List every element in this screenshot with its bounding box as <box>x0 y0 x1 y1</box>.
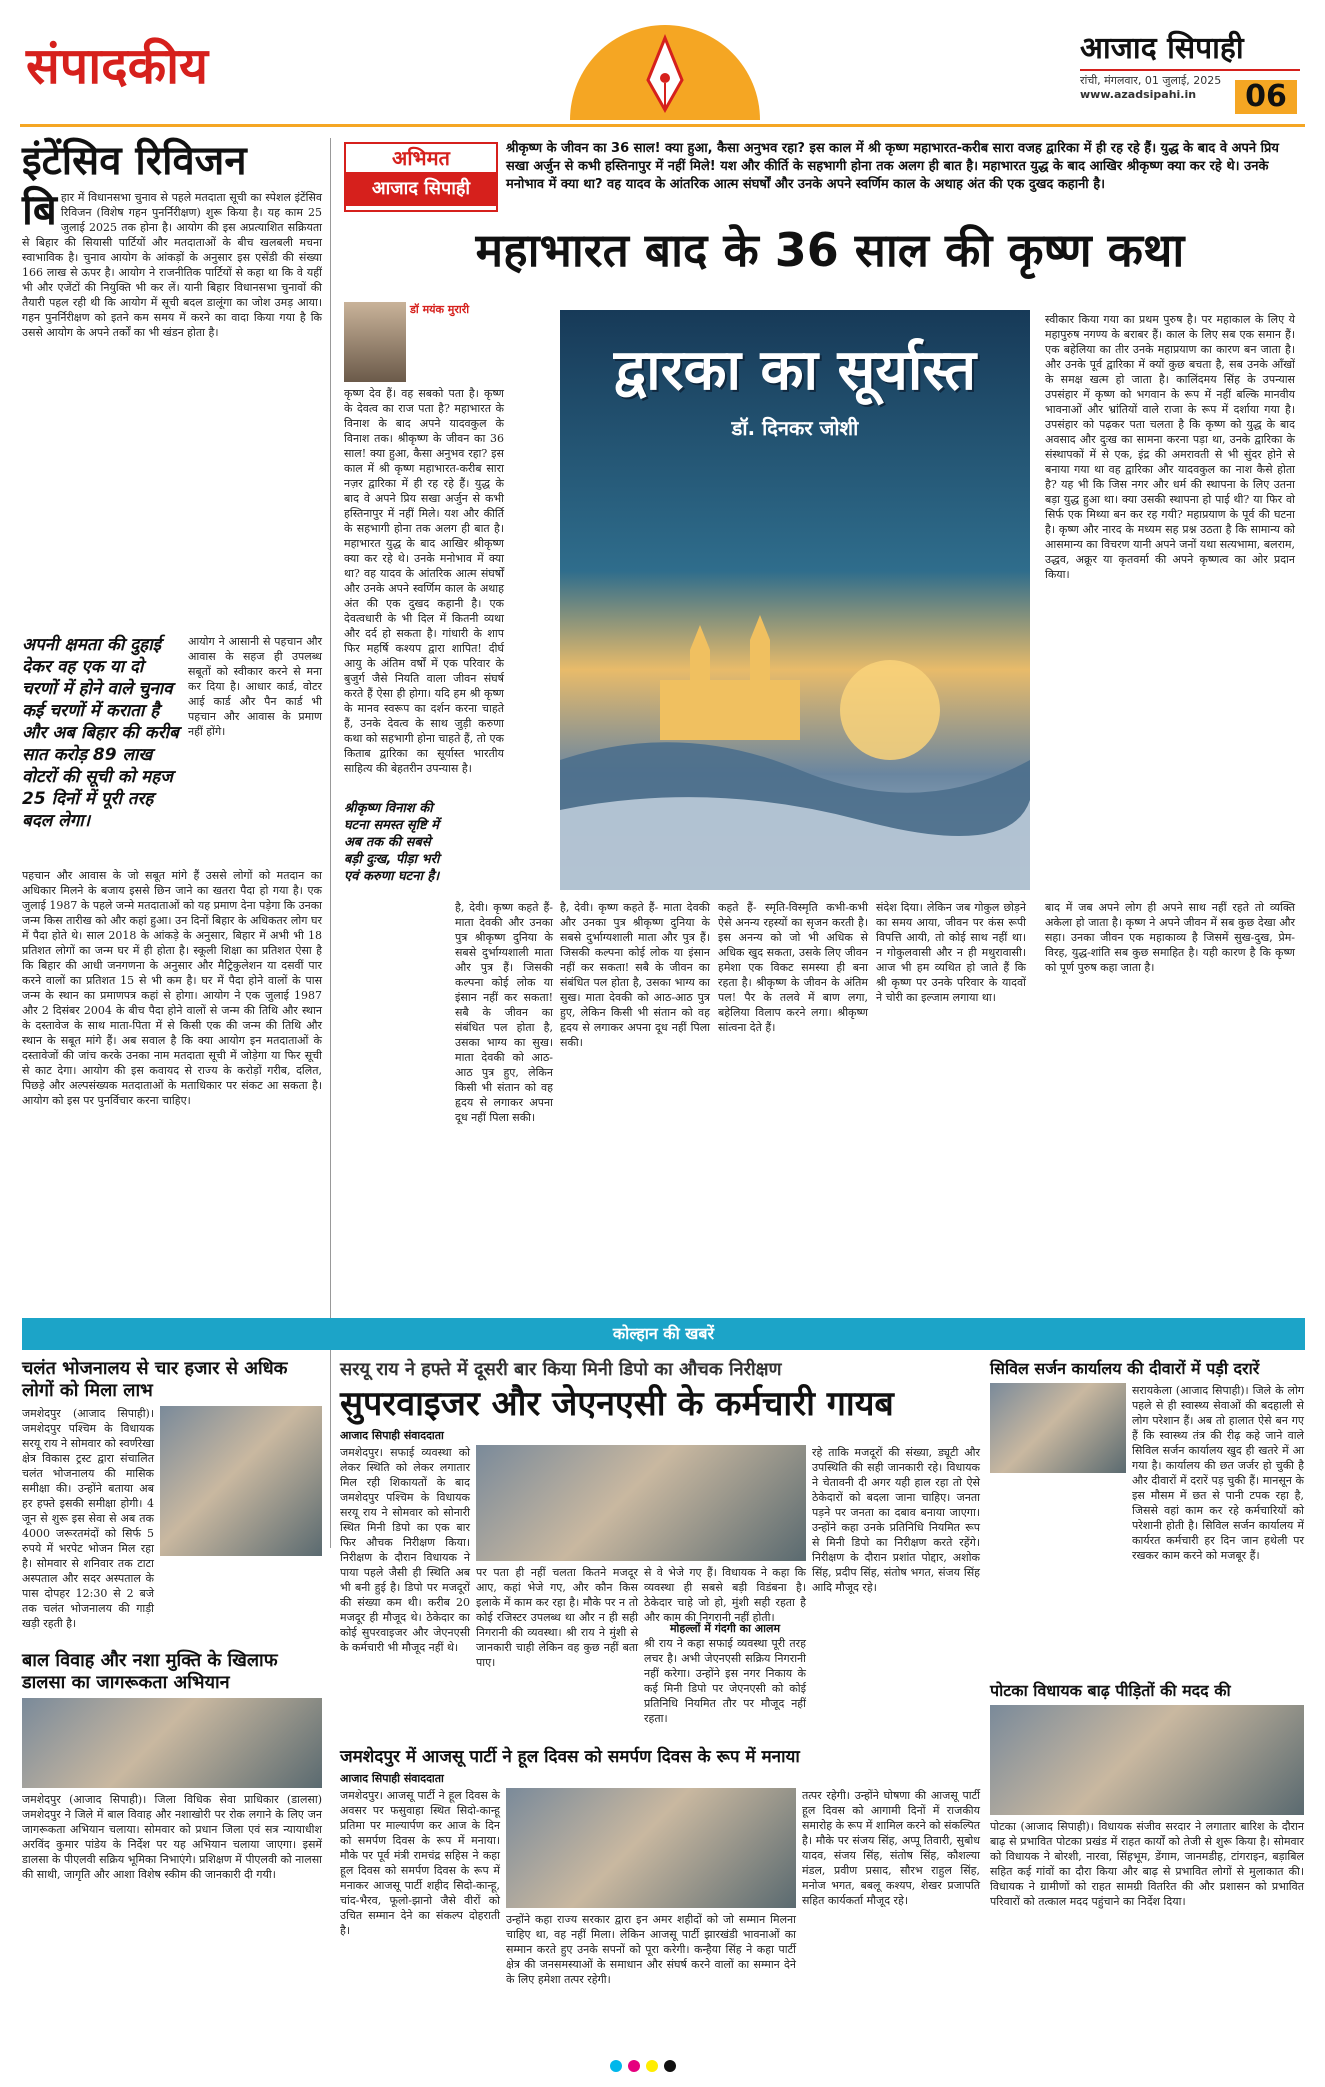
story3-col2: पर पता ही नहीं चलता कितने मजदूर आए, कहां भेजे गए, और कौन किस इलाके में काम कर रहा है। मौके पर न तो कोई रजिस्टर उपलब्ध था और न ही सही निगरानी की व्यवस्था। श्री राय ने मुंशी से जानकारी चाही लेकिन वह कुछ नहीं बता पाए। <box>476 1566 638 1669</box>
story4-col1: जमशेदपुर। आजसू पार्टी ने हूल दिवस के अवसर पर फसुवाहा स्थित सिदो-कान्हू प्रतिमा पर माल्यार्पण कर आज के दिन को समर्पण दिवस के रूप में मनाया। मौके पर पूर्व मंत्री रामचंद्र सहिस ने कहा हूल दिवस को समर्पण दिवस के रूप में मनाकर आजसू पार्टी शहीद सिदो-कान्हू, चांद-भैरव, फूलो-झानो जैसे वीरों को उचित सम्मान देने का संकल्प दोहराती है। <box>340 1789 500 1937</box>
story5-photo <box>990 1383 1126 1473</box>
feature-col1: कृष्ण देव हैं। वह सबको पता है। कृष्ण के देवत्व का राज पता है? महाभारत के विनाश के बाद अपने यादवकुल के विनाश तक। श्रीकृष्ण के जीवन का 36 साल! क्या हुआ, कैसा अनुभव रहा? इस काल में श्री कृष्ण महाभारत-करीब सारा नज़र द्वारिका में ही रह रहे हैं। युद्ध के बाद वे अपने प्रिय सखा अर्जुन से कभी हस्तिनापुर में नहीं मिले। यश और कीर्ति के सहभागी होना तक अलग ही बात है। महाभारत युद्ध के बाद आखिर श्रीकृष्ण क्या कर रहे थे। उनके मनोभाव में क्या था? वह यादव के आंतरिक आत्म संघर्षों और उनके अपने स्वर्णिम काल के अथाह अंत की एक दुखद कहानी है। एक देवत्वधारी के भी दिल में कितनी व्यथा और दर्द हो सकता है। गांधारी के शाप फिर महर्षि कश्यप द्वारा शापित! दीर्घ आयु के अंतिम वर्षों में एक परिवार के बुजुर्ग जैसे नियति वाला जीवन संघर्ष करते हैं ऐसा ही होगा। यदि हम श्री कृष्ण के मानव स्वरूप का दर्शन करना चाहते हैं, उनके देवत्व के साथ जुड़ी करुणा कथा को सहभागी होना चाहते हैं, तो एक किताब द्वारिका का सूर्यास्त भारतीय साहित्य की बेहतरीन उपन्यास है। <box>344 387 504 775</box>
registration-marks <box>610 2060 740 2074</box>
paper-name: आजाद सिपाही <box>1080 31 1244 66</box>
feature-label <box>344 142 498 212</box>
left-body-bottom: पहचान और आवास के जो सबूत मांगे हैं उससे लोगों को मतदान का अधिकार मिलने के बजाय इससे छिन जाने का खतरा पैदा हो गया है। एक जुलाई 1987 के पहले जन्मे मतदाताओं को यह प्रमाण देना पड़ेगा कि उनका जन्म किस तारीख को और कहां हुआ। उन दिनों बिहार के अधिकतर लोग घर में पैदा होते थे। साल 2018 के आंकड़े के अनुसार, बिहार में अभी भी 18 प्रतिशत लोगों का जन्म घर में ही होता है। स्कूली शिक्षा का प्रतिशत ऐसा है कि बिहार की आधी जनगणना के अनुसार और मैट्रिकुलेशन या दसवीं पार करने वालों का प्रतिशत 15 से भी कम है। घर में पैदा होने वालों के पास जन्म के स्थान का प्रमाणपत्र कहां से होगा। आयोग ने एक जुलाई 1987 और 2 दिसंबर 2004 के बीच पैदा होने वालों से जन्म की तिथि और स्थान के दस्तावेज के साथ माता-पिता में से किसी एक की जन्म की तिथि और स्थान के सबूत मांगे हैं। अब सवाल है कि क्या आयोग इन मतदाताओं के दस्तावेजों की जांच करके उनका नाम मतदाता सूची में जोड़ेगा या फिर सूची से काट देगा। आयोग की इस कवायद से राज्य के करोड़ों गरीब, दलित, पिछड़े और अल्पसंख्यक मतदाताओं के मताधिकार पर संकट आ सकता है। आयोग को इस पर पुनर्विचार करना चाहिए। <box>22 869 322 1107</box>
story5-headline: सिविल सर्जन कार्यालय की दीवारों में पड़ी दरारें <box>990 1359 1260 1378</box>
story3-col3b: श्री राय ने कहा सफाई व्यवस्था पूरी तरह लचर है। अभी जेएनएसी सक्रिय निगरानी नहीं करेगा। उन्होंने इस नगर निकाय के कई मिनी डिपो पर जेएनएसी को कोई प्रतिनिधि नियमित तौर पर मौजूद नहीं रहता। <box>644 1637 806 1725</box>
left-body-top: हार में विधानसभा चुनाव से पहले मतदाता सूची का स्पेशल इंटेंसिव रिविजन (विशेष गहन पुनर्निरीक्षण) शुरू किया है। यह काम 25 जुलाई 2025 तक होना है। आयोग की इस अप्रत्याशित सक्रियता से बिहार की सियासी पार्टियों और मतदाताओं के बीच खलबली मचना स्वाभाविक है। चुनाव आयोग के आंकड़ों के अनुसार इस एसेंडी की संख्या 166 लाख से ऊपर है। आयोग ने राजनीतिक पार्टियों से कहा था कि वे यहीं भी और एजेंटों की नियुक्ति भी कर लें। यानी बिहार विधानसभा चुनावों की तैयारी पहल रही थी कि आयोग में सूची बदल डालूंगा का जोश उमड़ आया। गहन पुनर्निरीक्षण को इतने कम समय में करने का वादा किया गया है कि उससे आयोग के अपने तर्कों का भी खंडन होता है। <box>22 191 322 339</box>
masthead <box>0 0 1325 120</box>
left-body-mid: आयोग ने आसानी से पहचान और आवास के सहज ही उपलब्ध सबूतों को स्वीकार करने से मना कर दिया है। आधार कार्ड, वोटर आई कार्ड और पैन कार्ड भी पहचान और आवास के प्रमाण नहीं होंगे। <box>188 635 322 738</box>
story3-byline: आजाद सिपाही संवाददाता <box>340 1429 444 1442</box>
book-cover-image <box>560 310 1030 890</box>
story4-col3: तत्पर रहेगी। उन्होंने घोषणा की आजसू पार्टी हूल दिवस को आगामी दिनों में राजकीय समारोह के रूप में शामिल करने को संकल्पित है। मौके पर संजय सिंह, अप्पू तिवारी, सुबोध यादव, संजय सिंह, संतोष सिंह, कौशल्या मंडल, प्रवीण प्रसाद, सौरभ राहुल सिंह, मनोज भगत, बबलू कश्यप, शेखर प्रजापति सहित कार्यकर्ता मौजूद रहे। <box>802 1789 980 1907</box>
story3-headline: सुपरवाइजर और जेएनएसी के कर्मचारी गायब <box>340 1384 894 1424</box>
story3-col1: जमशेदपुर। सफाई व्यवस्था को लेकर स्थिति को लेकर लगातार मिल रही शिकायतों के बाद जमशेदपुर पश्चिम के विधायक सरयू राय ने सोमवार को सोनारी स्थित मिनी डिपो का एक बार फिर औचक निरीक्षण किया। निरीक्षण के दौरान विधायक ने पाया पहले जैसी ही स्थिति अब भी बनी हुई है। डिपो पर मजदूरों की संख्या कम थी। करीब 20 मजदूर ही मौजूद थे। ठेकेदार का कोई सुपरवाइजर और जेएनएसी के कर्मचारी भी मौजूद नहीं थे। <box>340 1446 470 1654</box>
feature-label-top: अभिमत <box>392 146 450 170</box>
pen-nib-emblem <box>570 20 760 120</box>
story2-body: जमशेदपुर (आजाद सिपाही)। जिला विधिक सेवा प्राधिकार (डालसा) जमशेदपुर ने जिले में बाल विवाह और नशाखोरी पर रोक लगाने के लिए जन जागरूकता अभियान चलाया। सोमवार को प्रधान जिला एवं सत्र न्यायाधीश अरविंद कुमार पांडेय के निर्देश पर यह अभियान चलाया जाएगा। इसमें डालसा के पीएलवी सक्रिय भूमिका निभाएंगे। प्रशिक्षण में पीएलवी को नालसा की साथी, जागृति और आशा विशेष स्कीम की जानकारी दी गयी। <box>22 1793 322 1881</box>
section-title: संपादकीय <box>26 37 209 95</box>
feature-label-bottom: आजाद सिपाही <box>346 172 496 206</box>
dateline: रांची, मंगलवार, 01 जुलाई, 2025 <box>1080 74 1222 87</box>
story1-headline: चलंत भोजनालय से चार हजार से अधिक लोगों को मिला लाभ <box>22 1358 288 1401</box>
story5-body: सरायकेला (आजाद सिपाही)। जिले के लोग पहले से ही स्वास्थ्य सेवाओं की बदहाली से लोग परेशान हैं। अब तो हालात ऐसे बन गए हैं कि स्वास्थ्य तंत्र की रीढ़ कहे जाने वाले सिविल सर्जन कार्यालय खुद ही खतरे में आ गया है। कार्यालय की छत जर्जर हो चुकी है और दीवारों में दरारें पड़ चुकी हैं। मानसून के इस मौसम में छत से पानी टपक रहा है, जिससे वहां काम कर रहे कर्मचारियों को परेशानी होती है। सिविल सर्जन कार्यालय में कार्यरत कर्मचारी हर दिन जान हथेली पर रखकर काम करने को मजबूर हैं। <box>1132 1384 1304 1562</box>
page-number: 06 <box>1235 80 1297 114</box>
story1-photo <box>160 1406 322 1556</box>
story2-photo <box>22 1698 322 1788</box>
story2-headline: बाल विवाह और नशा मुक्ति के खिलाफ डालसा का जागरूकता अभियान <box>22 1650 278 1693</box>
story4-byline: आजाद सिपाही संवाददाता <box>340 1772 444 1785</box>
feature-col-a: है, देवी। कृष्ण कहते हैं- माता देवकी और उनका पुत्र श्रीकृष्ण दुनिया के सबसे दुर्भाग्यशाली माता और पुत्र हैं। जिसकी कल्पना कोई लोक या इंसान नहीं कर सकता! सबै के जीवन का संबंधित पल होता है, उसका भाग्य का सुख। माता देवकी को आठ-आठ पुत्र हुए, लेकिन किसी भी संतान को वह हृदय से लगाकर अपना दूध नहीं पिला सकी। <box>560 901 710 1049</box>
story6-body: पोटका (आजाद सिपाही)। विधायक संजीव सरदार ने लगातार बारिश के दौरान बाढ़ से प्रभावित पोटका प्रखंड में राहत कार्यों को तेजी से शुरू किया है। सोमवार को विधायक ने बोरशी, नारवा, सिंहभूम, डेंगाम, जानमडीह, टांगराइन, बड़ाबिल सहित कई गांवों का दौरा किया और बाढ़ से प्रभावित लोगों से मुलाकात की। विधायक ने ग्रामीणों को राहत सामग्री वितरित की और प्रशासन को प्रभावित परिवारों को तत्काल मदद पहुंचाने का निर्देश दिया। <box>990 1820 1304 1908</box>
story-civil-surgeon <box>990 1358 1304 1678</box>
story-dalsa <box>22 1650 322 2050</box>
author-block <box>344 302 504 826</box>
feature-col-d: बाद में जब अपने लोग ही अपने साथ नहीं रहते तो व्यक्ति अकेला हो जाता है। कृष्ण ने अपने जीवन में सब कुछ देखा और सहा। उनका जीवन एक महाकाव्य है जिसमें सुख-दुख, प्रेम-विरह, युद्ध-शांति सब कुछ समाहित है। यही कारण है कि कृष्ण को पूर्ण पुरुष कहा जाता है। <box>1045 901 1295 974</box>
feature-right-col: स्वीकार किया गया का प्रथम पुरुष है। पर महाकाल के लिए ये महापुरुष नगण्य के बराबर हैं। काल के लिए सब एक समान हैं। एक बहेलिया का तीर उनके महाप्रयाण का कारण बन जाता है। और उनके पूर्व द्वारिका में क्यों कुछ बचता है, सब उनके आँखों के समक्ष खत्म हो जाता है। कालिंदमय सिंह के उपन्यास उपसंहार में कृष्ण को भगवान के रूप में नहीं बल्कि मानवीय भावनाओं और भ्रांतियों वाले राजा के रूप में दर्शाया गया है। उपसंहार को पढ़कर पता चलता है कि कृष्ण को युद्ध के बाद अवसाद और दुःख का सामना करना पड़ा था, उनके द्वारिका के संस्थापकों में से एक, इंद्र की अमरावती से भी सुंदर होने से बनाया गया था वह द्वारिका और यादवकुल का नाश कैसे होता है? यह भी कि जिस नगर और धर्म की स्थापना के लिए उतना बड़ा युद्ध हुआ था। क्या उसकी स्थापना हो पाई थी? या फिर वो सिर्फ एक मिथ्या बन कर रह गयी? महाप्रयाण के पूर्व की घटना है। कृष्ण और नारद के मध्यम सह प्रश्न उठता है कि सामान्य को आसमान्य का विचरण यानी अपने जनों यथा सत्यभामा, बलराम, उद्धव, अक्रूर या कृतवर्मा की अपने कृष्णत्व का ओर प्रदान किया। <box>1045 313 1295 581</box>
story3-photo <box>476 1445 806 1561</box>
feature-col1-b: है, देवी। कृष्ण कहते हैं- माता देवकी और उनका पुत्र श्रीकृष्ण दुनिया के सबसे दुर्भाग्यशाली माता और पुत्र हैं। जिसकी कल्पना कोई लोक या इंसान नहीं कर सकता! सबै के जीवन का संबंधित पल होता है, उसका भाग्य का सुख। माता देवकी को आठ-आठ पुत्र हुए, लेकिन किसी भी संतान को वह हृदय से लगाकर अपना दूध नहीं पिला सकी। <box>455 901 553 1124</box>
book-author: डॉ. दिनकर जोशी <box>731 416 859 440</box>
kolhan-band <box>22 1318 1305 1350</box>
story-mini-depot <box>340 1358 980 1738</box>
story4-photo <box>506 1788 796 1908</box>
feature-intro: श्रीकृष्ण के जीवन का 36 साल! क्या हुआ, कैसा अनुभव रहा? इस काल में श्री कृष्ण महाभारत-करीब सारा वजह द्वारिका में ही रह रहे हैं। युद्ध के बाद वे अपने प्रिय सखा अर्जुन से कभी हस्तिनापुर में नहीं मिले! यश और कीर्ति के सहभागी होना तक अलग ही बात है। महाभारत युद्ध के बाद आखिर श्रीकृष्ण क्या कर रहे थे। उनके मनोभाव में क्या था? वह यादव के आंतरिक आत्म संघर्षों और उनके अपने स्वर्णिम काल के अथाह अंत की एक दुखद कहानी है। <box>506 141 1279 192</box>
left-headline: इंटेंसिव रिविजन <box>22 138 247 184</box>
feature-col-b: कहते हैं- स्मृति-विस्मृति कभी-कभी ऐसे अनन्य रहस्यों का सृजन करती है। इस अनन्य को जो भी अधिक से अधिक खुद सकता, उसके लिए जीवन हमेशा एक विकट समस्या ही बना रहता है। श्रीकृष्ण के जीवन के अंतिम पल! पैर के तलवे में बाण लगा, बहेलिया विलाप करने लगा। श्रीकृष्ण सांत्वना देते हैं। <box>718 901 868 1034</box>
author-photo <box>344 302 406 382</box>
kolhan-band-label: कोल्हान की खबरें <box>612 1324 715 1343</box>
book-title: द्वारका का सूर्यास्त <box>613 338 977 403</box>
story-potka <box>990 1680 1304 2045</box>
story3-col4: रहे ताकि मजदूरों की संख्या, ड्यूटी और उपस्थिति की सही जानकारी रहे। विधायक ने चेतावनी दी अगर यही हाल रहा तो ऐसे ठेकेदारों को बदला जाना चाहिए। जनता पड़ने पर जनता का दबाव बनाया जाएगा। उन्होंने कहा उनके प्रतिनिधि नियमित रूप से मिनी डिपो का निरीक्षण करते रहेंगे। निरीक्षण के दौरान प्रशांत पोद्दार, अशोक सिंह, प्रदीप सिंह, संतोष भगत, संजय सिंह आदि मौजूद रहे। <box>812 1446 980 1594</box>
story6-headline: पोटका विधायक बाढ़ पीड़ितों की मदद की <box>990 1681 1231 1700</box>
drop-cap: बि <box>22 185 57 234</box>
story6-photo <box>990 1705 1304 1815</box>
story1-body: जमशेदपुर (आजाद सिपाही)। जमशेदपुर पश्चिम के विधायक सरयू राय ने सोमवार को स्वर्णरेखा क्षेत्र विकास ट्रस्ट द्वारा संचालित चलंत भोजनालय की मासिक समीक्षा की। उन्होंने बताया अब हर हफ्ते इसकी समीक्षा होगी। 4 जून से शुरू इस सेवा से अब तक 4000 जरूरतमंदों को सिर्फ 5 रुपये में भरपेट भोजन मिल रहा है। सोमवार से शनिवार तक टाटा अस्पताल और सदर अस्पताल के पास दोपहर 12:30 से 2 बजे तक चलंत भोजनालय की गाड़ी खड़ी रहती है। <box>22 1407 154 1630</box>
story-bhojanalay <box>22 1358 322 1648</box>
story3-subhead: मोहल्लों में गंदगी का आलम <box>669 1622 781 1635</box>
website: www.azadsipahi.in <box>1080 88 1197 101</box>
masthead-rule <box>20 124 1305 127</box>
story4-col2: उन्होंने कहा राज्य सरकार द्वारा इन अमर शहीदों को जो सम्मान मिलना चाहिए था, वह नहीं मिला। लेकिन आजसू पार्टी झारखंडी भावनाओं का सम्मान करते हुए उनके सपनों को पूरा करेगी। कन्हैया सिंह ने कहा पार्टी क्षेत्र की जनसमस्याओं के समाधान और संघर्ष करने वालों का सम्मान देने के लिए हमेशा तत्पर रहेगी। <box>506 1913 796 1986</box>
side-quote: श्रीकृष्ण विनाश की घटना समस्त सृष्टि में अब तक की सबसे बड़ी दुःख, पीड़ा भरी एवं करुणा घटना है। <box>344 801 440 884</box>
feature-col-c: संदेश दिया। लेकिन जब गोकुल छोड़ने का समय आया, जीवन पर कंस रूपी विपत्ति आयी, तो कोई साथ नहीं था। न गोकुलवासी और न ही मथुरावासी। आज भी हम व्यथित हो जाते हैं कि श्री कृष्ण पर उनके परिवार के यादवों ने चोरी का इल्जाम लगाया था। <box>876 901 1026 1004</box>
pull-quote: अपनी क्षमता की दुहाई देकर वह एक या दो चरणों में होने वाले चुनाव कई चरणों में कराता है और अब बिहार की करीब सात करोड़ 89 लाख वोटरों की सूची को महज 25 दिनों में पूरी तरह बदल लेगा। <box>22 635 179 831</box>
story-ajsu <box>340 1745 980 2045</box>
feature-headline: महाभारत बाद के 36 साल की कृष्ण कथा <box>475 223 1185 277</box>
story3-col3: से वे भेजे गए हैं। विधायक ने कहा कि व्यवस्था ही सबसे बड़ी विडंबना है। ठेकेदार चाहे जो हो, मुंशी सही रहता है और काम की निगरानी नहीं होती। <box>644 1566 806 1624</box>
story3-kicker: सरयू राय ने हफ्ते में दूसरी बार किया मिनी डिपो का औचक निरीक्षण <box>340 1359 782 1380</box>
palace-illustration <box>560 610 1030 890</box>
story4-headline: जमशेदपुर में आजसू पार्टी ने हूल दिवस को समर्पण दिवस के रूप में मनाया <box>340 1747 800 1767</box>
author-name: डॉ मयंक मुरारी <box>410 303 470 316</box>
